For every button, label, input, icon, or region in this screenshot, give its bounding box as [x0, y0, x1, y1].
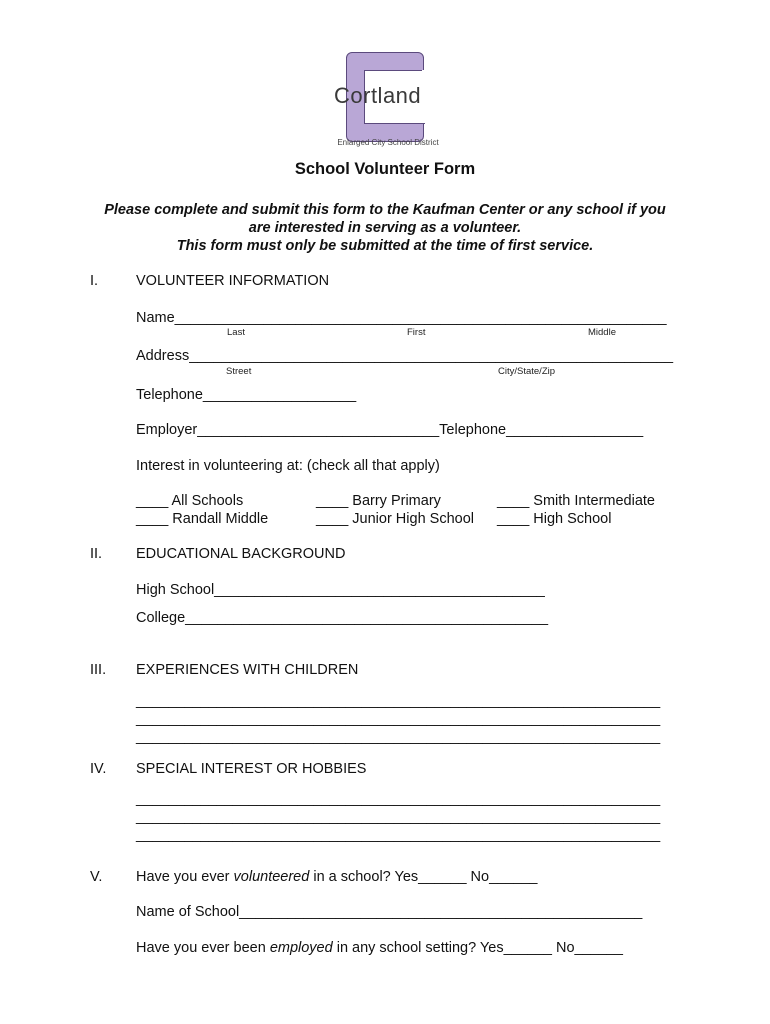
employed-question[interactable]: Have you ever been employed in any school setting? Yes______ No______ [136, 940, 623, 956]
name-last-caption: Last [227, 327, 245, 338]
option-all-schools[interactable]: ____ All Schools [136, 493, 244, 509]
logo-subtitle: Enlarged City School District [337, 138, 439, 147]
hobbies-line-3[interactable]: _________________________________________________________________ [136, 827, 661, 843]
district-logo [328, 50, 448, 152]
hobbies-line-2[interactable]: _________________________________________________________________ [136, 809, 661, 825]
high-school-field[interactable]: High School_________________________________________ [136, 582, 545, 598]
option-smith-intermediate[interactable]: ____ Smith Intermediate [497, 493, 655, 509]
name-middle-caption: Middle [588, 327, 616, 338]
option-high-school[interactable]: ____ High School [497, 511, 612, 527]
address-field[interactable]: Address____________________________________________________________ [136, 348, 674, 364]
volunteered-question[interactable]: Have you ever volunteered in a school? Yes______ No______ [136, 869, 538, 885]
instruction-line-1: Please complete and submit this form to the Kaufman Center or any school if you [104, 202, 666, 218]
option-barry-primary[interactable]: ____ Barry Primary [316, 493, 441, 509]
logo-wordmark: Cortland [334, 83, 422, 108]
option-junior-high[interactable]: ____ Junior High School [316, 511, 474, 527]
form-title: School Volunteer Form [294, 160, 476, 178]
experiences-line-2[interactable]: _________________________________________________________________ [136, 711, 661, 727]
instruction-line-2: are interested in serving as a volunteer. [248, 220, 522, 236]
interest-prompt: Interest in volunteering at: (check all that apply) [136, 458, 440, 474]
experiences-line-1[interactable]: _________________________________________________________________ [136, 693, 661, 709]
section-1-numeral: I. [90, 273, 99, 289]
section-2-heading: EDUCATIONAL BACKGROUND [136, 546, 346, 562]
section-2-numeral: II. [90, 546, 103, 562]
section-5-numeral: V. [90, 869, 103, 885]
experiences-line-3[interactable]: _________________________________________________________________ [136, 729, 661, 745]
section-1-heading: VOLUNTEER INFORMATION [136, 273, 330, 289]
school-name-field[interactable]: Name of School__________________________________________________ [136, 904, 643, 920]
section-3-numeral: III. [90, 662, 107, 678]
name-field[interactable]: Name_____________________________________________________________ [136, 310, 667, 326]
name-first-caption: First [407, 327, 426, 338]
hobbies-line-1[interactable]: _________________________________________________________________ [136, 791, 661, 807]
college-field[interactable]: College_____________________________________________ [136, 610, 549, 626]
option-randall-middle[interactable]: ____ Randall Middle [136, 511, 269, 527]
telephone-field[interactable]: Telephone___________________ [136, 387, 357, 403]
address-city-caption: City/State/Zip [498, 366, 556, 377]
address-street-caption: Street [226, 366, 252, 377]
section-4-heading: SPECIAL INTEREST OR HOBBIES [136, 761, 367, 777]
instruction-line-3: This form must only be submitted at the time of first service. [176, 238, 594, 254]
section-3-heading: EXPERIENCES WITH CHILDREN [136, 662, 359, 678]
section-4-numeral: IV. [90, 761, 107, 777]
employer-field[interactable]: Employer______________________________Telephone_________________ [136, 422, 644, 438]
